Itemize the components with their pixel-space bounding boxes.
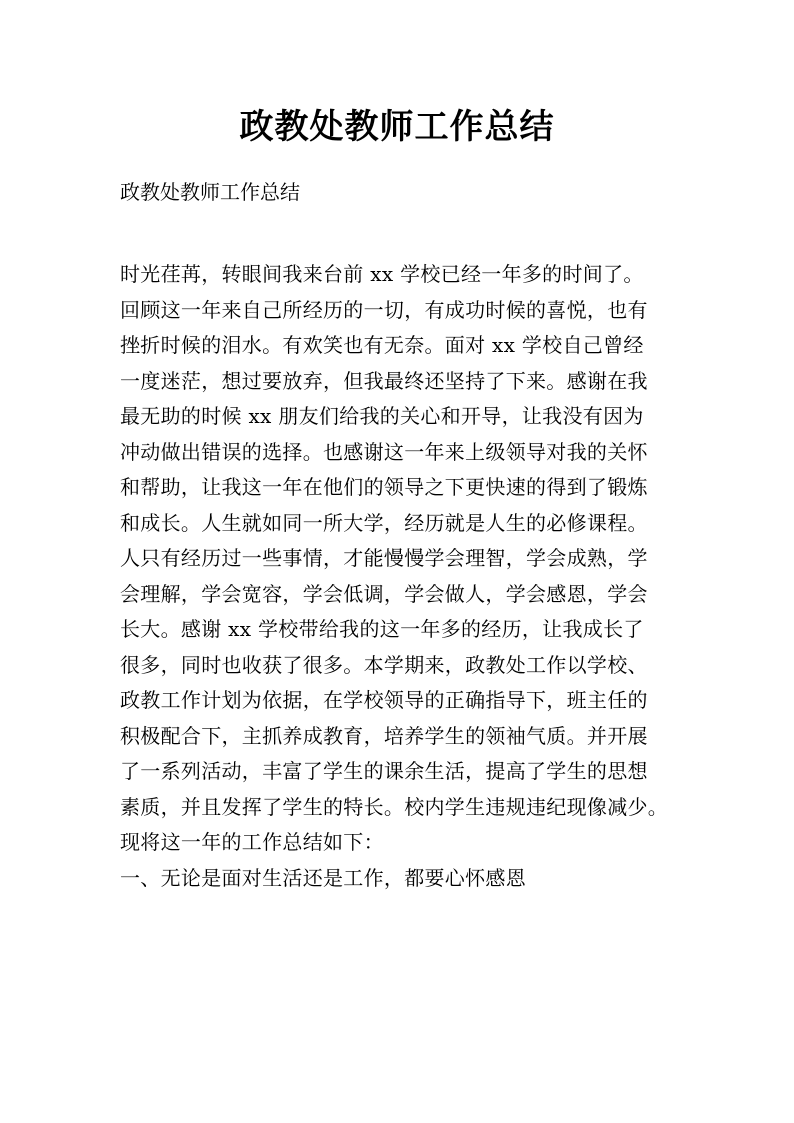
body-line: 会理解，学会宽容，学会低调，学会做人，学会感恩，学会 <box>120 581 648 606</box>
body-line: 最无助的时候 xx 朋友们给我的关心和开导，让我没有因为 <box>120 404 644 428</box>
body-line: 很多，同时也收获了很多。本学期来，政教处工作以学校、 <box>120 652 648 677</box>
body-line: 素质，并且发挥了学生的特长。校内学生违规违纪现像减少。 <box>120 794 669 819</box>
body-line: 时光荏苒，转眼间我来台前 xx 学校已经一年多的时间了。 <box>120 262 644 286</box>
body-line: 一度迷茫，想过要放弃，但我最终还坚持了下来。感谢在我 <box>120 368 648 393</box>
section-heading: 一、无论是面对生活还是工作，都要心怀感恩 <box>120 865 526 890</box>
body-line: 政教工作计划为依据，在学校领导的正确指导下，班主任的 <box>120 688 648 712</box>
body-line: 现将这一年的工作总结如下： <box>120 830 384 854</box>
body-line: 挫折时候的泪水。有欢笑也有无奈。面对 xx 学校自己曾经 <box>120 333 644 357</box>
body-line: 积极配合下，主抓养成教育，培养学生的领袖气质。并开展 <box>120 723 648 748</box>
body-line: 回顾这一年来自己所经历的一切，有成功时候的喜悦，也有 <box>120 297 648 322</box>
body-line: 了一系列活动，丰富了学生的课余生活，提高了学生的思想 <box>120 759 648 783</box>
body-line: 冲动做出错误的选择。也感谢这一年来上级领导对我的关怀 <box>120 439 648 464</box>
body-line: 长大。感谢 xx 学校带给我的这一年多的经历，让我成长了 <box>120 617 644 641</box>
document-title: 政教处教师工作总结 <box>239 107 555 147</box>
body-line: 和帮助，让我这一年在他们的领导之下更快速的得到了锻炼 <box>120 475 648 499</box>
document-subtitle: 政教处教师工作总结 <box>120 180 300 204</box>
body-line: 人只有经历过一些事情，才能慢慢学会理智，学会成熟，学 <box>120 546 648 570</box>
document-body <box>120 257 680 896</box>
body-line: 和成长。人生就如同一所大学，经历就是人生的必修课程。 <box>120 510 648 535</box>
